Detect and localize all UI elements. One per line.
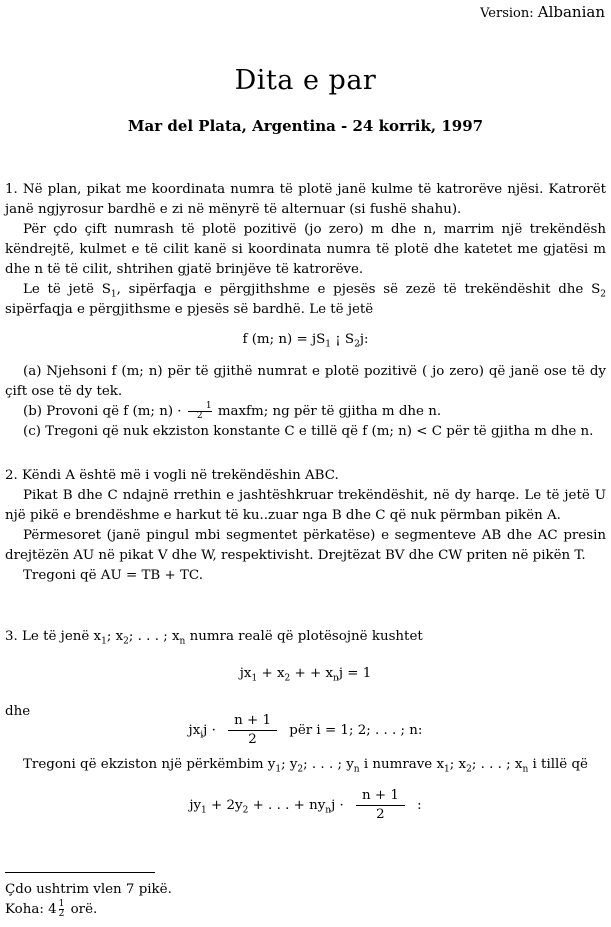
problem-1-setup: Për çdo çift numrash të plotë pozitivë (jo zero) m dhe n, marrim një trekëndësh këndrejtë, kulmet e të cilit kanë si koordinata numra të plotë dhe katetet me gjatësi m dhe n të të cilit, shtrihen gjatë brinjëve të katrorëve. xyxy=(5,222,606,277)
problem-1 xyxy=(5,180,606,442)
problem-2-points: Pikat B dhe C ndajnë rrethin e jashtëshkruar trekëndëshit, në dy harqe. Le të jetë U një pikë e brendëshme e harkut të ku..zuar nga B dhe C që nuk përmban pikën A. xyxy=(5,488,606,523)
footnote-divider xyxy=(5,872,155,873)
footnote xyxy=(5,880,606,920)
problem-3-formula-3: $jy_1 + 2y_2$ + . . . + $ny_nj$ · $\frac{n + 1}{2}$ : xyxy=(189,788,422,822)
problem-1-part-b: (b) Provoni që f (m; n) · $\frac{1}{2}$ maxfm; ng për të gjitha m dhe n. xyxy=(23,401,442,421)
footnote-points: Çdo ushtrim vlen 7 pikë. xyxy=(5,882,172,897)
page-subtitle: Mar del Plata, Argentina - 24 korrik, 1997 xyxy=(127,117,484,135)
problem-1-part-a: (a) Njehsoni f (m; n) për të gjithë numrat e plotë pozitivë ( jo zero) që janë ose të dy çift ose të dy tek. xyxy=(5,364,606,399)
language-text: Albanian xyxy=(537,3,605,21)
problem-1-intro: 1. Në plan, pikat me koordinata numra të plotë janë kulme të katrorëve njësi. Katrorët janë ngjyrosur bardhë e zi në mënyrë të alternuar (si fushë shahu). xyxy=(5,182,606,217)
problem-3 xyxy=(5,627,606,647)
problem-1-formula: f (m; $n) = jS_1$ ¡ $S_2j$: xyxy=(242,332,369,350)
problem-2-intro: 2. Këndi A është më i vogli në trekëndëshin ABC. xyxy=(5,468,339,483)
problem-1-part-c: (c) Tregoni që nuk ekziston konstante C e tillë që f (m; n) < C për të gjitha m dhe n. xyxy=(23,424,594,439)
problem-2-task: Tregoni që AU = TB + TC. xyxy=(23,568,203,583)
fraction-n-plus-1-over-2: $\frac{n + 1}{2}$ xyxy=(228,712,277,749)
page-title: Dita e par xyxy=(234,65,377,96)
problem-2-bisectors: Përmesoret (janë pingul mbi segmentet përkatëse) e segmenteve AB dhe AC presin drejtëzën AU në pikat V dhe W, respektivisht. Drejtëzat BV dhe CW priten në pikën T. xyxy=(5,528,606,563)
half-fraction: $\frac{1}{2}$ xyxy=(58,899,65,919)
problem-3-task: Tregoni që ekziston një përkëmbim $y_1$; $y_2$; . . . ; $y_n$ i numrave $x_1$; $x_2$; . . . ; $x_n$ i tillë që xyxy=(23,757,588,775)
problem-3-formula-2: $jx_ij$ · $\frac{n + 1}{2}$ për i = 1; 2; . . . ; n: xyxy=(188,713,423,747)
half-fraction: $\frac{1}{2}$ xyxy=(188,402,212,421)
problem-3-formula-1: $jx_1 + x_2$ + + $x_nj = 1$ xyxy=(239,666,372,684)
problem-3-intro: 3. Le të jenë $x_1$; $x_2$; . . . ; $x_n$ numra realë që plotësojnë kushtet xyxy=(5,629,423,647)
problem-2 xyxy=(5,466,606,586)
fraction-n-plus-1-over-2: $\frac{n + 1}{2}$ xyxy=(356,787,405,824)
problem-1-definition: Le të jetë $S_1$, sipërfaqja e përgjithshme e pjesës së zezë të trekëndëshit dhe $S_2$ sipërfaqja e përgjithsme e pjesës së bardhë. Le të jetë xyxy=(5,282,606,317)
problem-3-dhe: dhe xyxy=(5,704,31,719)
footnote-time: Koha: 4 $\frac{1}{2}$ orë. xyxy=(5,899,98,919)
version-text: Version: xyxy=(480,6,534,21)
version-label xyxy=(480,2,605,24)
